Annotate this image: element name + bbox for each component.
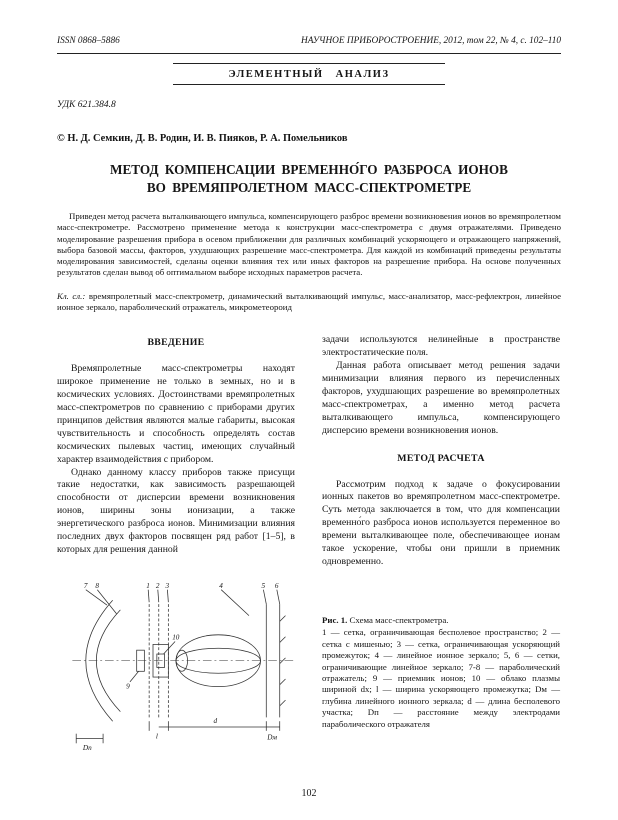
method-heading: МЕТОД РАСЧЕТА xyxy=(397,452,485,464)
figure-label-10: 10 xyxy=(172,633,180,642)
article-title-line2: ВО ВРЕМЯПРОЛЕТНОМ МАСС-СПЕКТРОМЕТРЕ xyxy=(146,179,472,195)
introduction-heading: ВВЕДЕНИЕ xyxy=(147,337,205,349)
figure-label-3: 3 xyxy=(165,581,170,590)
left-column xyxy=(57,334,295,758)
figure-1 xyxy=(57,579,295,759)
figure-1-caption xyxy=(322,615,560,730)
figure-caption-title: Схема масс-спектрометра. xyxy=(349,614,449,625)
figure-label-5: 5 xyxy=(261,581,266,590)
article-title-line1: МЕТОД КОМПЕНСАЦИИ ВРЕМЕННО́ГО РАЗБРОСА ИОНОВ xyxy=(110,162,508,177)
figure-caption-body: 1 — сетка, ограничивающая бесполевое пространство; 2 — сетка с мишенью; 3 — сетка, ограничивающая ускоряющий промежуток; 4 — линейное ионное зеркало; 5, 6 — сетки, ограничивающие линейное зеркало; 7-8 — параболический отражатель; 9 — приемник ионов; 10 — облако плазмы шириной dx; l — ширина ускоряющего промежутка; Dм — глубина линейного ионного зеркала; d — длина бесполевого участка; Dп — расстояние между электродами параболического отражателя xyxy=(322,627,560,729)
figure-label-2: 2 xyxy=(155,581,160,590)
two-column-body xyxy=(57,334,561,758)
section-banner xyxy=(173,63,445,85)
figure-dim-l: l xyxy=(155,732,158,741)
mass-spectrometer-schematic xyxy=(57,579,297,754)
figure-label-7: 7 xyxy=(83,581,88,590)
figure-label-4: 4 xyxy=(219,581,223,590)
masthead-rule xyxy=(57,53,561,54)
keywords-text: времяпролетный масс-спектрометр, динамический выталкивающий импульс, масс-анализатор, масс-рефлектрон, линейное ионное зеркало, параболический отражатель, микрометеороид xyxy=(57,290,561,313)
page-number: 102 xyxy=(301,788,317,799)
article-title xyxy=(57,161,561,196)
figure-label-1: 1 xyxy=(146,581,150,590)
method-paragraph-1: Рассмотрим подход к задаче о фокусировании ионных пакетов во времяпролетном масс-спектрометре. Суть метода заключается в том, что для компенсации временно́го разброса ионов используется переменное во времени выталкивающее поле, обеспечивающее ионам такое ускорение, чтобы они пришли в приемник одновременно. xyxy=(322,478,560,567)
figure-dim-dm: Dм xyxy=(267,733,278,742)
figure-label-6: 6 xyxy=(274,581,279,590)
introduction-paragraph-1: Времяпролетные масс-спектрометры находят широкое применение не только в земных, но и в космических условиях. Достоинствами времяпролетных масс-спектрометров по сравнению с приборами других принципов действия являются малые габариты, высокая чувствительность и способность определять состав космических пылевых частиц, имеющих случайный характер взаимодействия с прибором. xyxy=(57,363,295,465)
right-column xyxy=(322,334,560,758)
overview-paragraph: Данная работа описывает метод решения задачи минимизации влияния первого из перечисленных факторов, ухудшающих разрешение во времяпролетных масс-спектрометрах, а именно метод расчета выталкивающего импульса, компенсирующего дисперсию времени возникновения ионов. xyxy=(322,360,560,436)
figure-caption-lead: Рис. 1. xyxy=(322,614,348,625)
introduction-paragraph-2: Однако данному классу приборов также присущи такие недостатки, как зависимость разрешающей способности от дисперсии времени возникновения ионов, ширины зоны ионизации, а также энергетического разброса ионов. Минимизации влияния последних двух факторов посвящен ряд работ [1–5], в которых для решения данной xyxy=(57,466,295,555)
figure-label-9: 9 xyxy=(126,682,130,691)
keywords xyxy=(57,291,561,314)
figure-dim-d: d xyxy=(213,717,218,726)
udk-code: УДК 621.384.8 xyxy=(57,100,116,110)
continuation-paragraph: задачи используются нелинейные в пространстве электростатические поля. xyxy=(322,334,560,359)
issn: ISSN 0868–5886 xyxy=(57,36,120,46)
authors-line: © Н. Д. Семкин, Д. В. Родин, И. В. Пияков, Р. А. Помельников xyxy=(57,133,348,144)
section-title: ЭЛЕМЕНТНЫЙ АНАЛИЗ xyxy=(228,69,390,80)
abstract: Приведен метод расчета выталкивающего импульса, компенсирующего разброс времени возникновения ионов во времяпролетном масс-спектрометре. Рассмотрено применение метода к конструкции масс-спектрометра с двумя отражателями. Приведено моделирование разрешения прибора в осевом приближении для различных комбинаций ускоряющего и отражающего напряжений, выбора базовой массы, факторов, ухудшающих разрешение масс-спектрометра. Для каждой из комбинаций приведены результаты моделирования зависимостей, сделаны оценки влияния тех или иных факторов на разрешение прибора. На основе полученных результатов сделан вывод об оптимальном выборе исходных параметров расчета. xyxy=(57,211,561,278)
figure-label-8: 8 xyxy=(95,581,99,590)
journal-reference: НАУЧНОЕ ПРИБОРОСТРОЕНИЕ, 2012, том 22, № 4, с. 102–110 xyxy=(300,36,561,46)
figure-dim-dp: Dп xyxy=(82,743,92,752)
masthead xyxy=(57,36,561,46)
keywords-label: Кл. сл.: xyxy=(57,290,86,301)
